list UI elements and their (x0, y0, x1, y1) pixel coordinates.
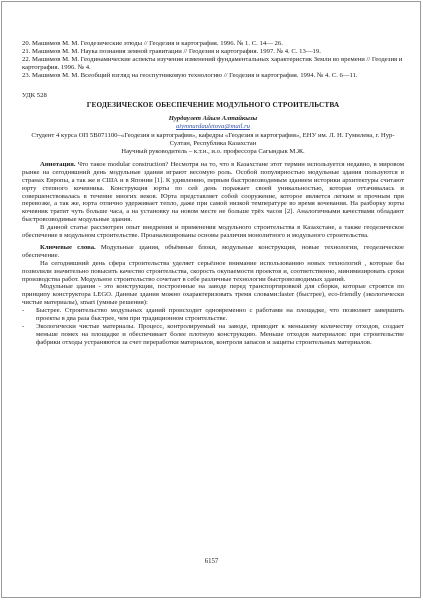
body-paragraph: На сегодняшний день сфера строительства уделяет серьёзное внимание использованию новых технологий , которые бы позволили значительно повысить качество строительства, скорость окупаемости проектов и, соответственно, минимизировать сроки производства работ. Модульное строительство сочетает в себе различные технологии быстровозводимых зданий. (22, 259, 404, 283)
abstract-paragraph-2: В данной статье рассмотрен опыт внедрения и применения модульного строительства в Казахстане, а также геодезическое обеспечение в модульном строительстве. Проанализированы основы различия монолитного и модульного строительства. (22, 224, 404, 240)
keywords-text: Модульные здания, объёмные блоки, модульные конструкции, новые технологии, геодезическое обеспечение. (22, 243, 404, 259)
feature-list (22, 307, 404, 347)
reference-item: 22. Машимов М. М. Геодинамические аспекты изучения изменений фундаментальных характеристик Земли во времени // Геодезия и картография. 1996. № 4. (22, 55, 403, 71)
bullet-dash: - (22, 323, 25, 330)
keywords-paragraph (22, 244, 404, 260)
udk-code: УДК 528 (22, 91, 47, 99)
abstract-paragraph (22, 161, 404, 224)
bullet-dash: - (22, 307, 25, 315)
body-paragraph: Модульные здания - это конструкции, построенные на заводе перед транспортировкой для сборки, которые строятся по принципу конструктора LEGO. Данные здания можно охарактеризовать тремя словами:faster (быстрее), eco-friendly (экологически чистые материалы), smart (умные решения): (22, 283, 404, 307)
author-name: Нурдаулет Айым Алтайкызы (168, 115, 258, 123)
reference-item: 21. Машимов М. М. Наука познания земной гравитации // Геодезия и картография. 1997. № 4. С. 13—19. (22, 47, 321, 55)
list-item (22, 307, 404, 323)
list-item (22, 323, 404, 347)
document-body (22, 40, 404, 347)
abstract-label: Аннотация. (40, 160, 76, 168)
list-item-text: Экологически чистые материалы. Процесс, контролируемый на заводе, приводит к меньшему количеству отходов, создает меньше помех на площадке и обеспечивает более плотную конструкцию. Меньше отходов материалов: при строительстве фабрики отходы устраняются за счет переработки материалов, контроля запасов и защиты строительных материалов. (36, 323, 404, 346)
author-affiliation: Студент 4 курса ОП 5В071100–«Геодезия и картография», кафедры «Геодезия и картография», ЕНУ им. Л. Н. Гумилева, г. Нур-Султан, Республика Казахстан (31, 132, 395, 148)
scientific-adviser: Научный руководитель – к.т.н., и.о. профессора Сагындык М.Ж. (121, 147, 305, 155)
author-email-link[interactable]: aiymnurdauletova@mail.ru (175, 123, 251, 131)
reference-list (22, 40, 404, 80)
article-title: ГЕОДЕЗИЧЕСКОЕ ОБЕСПЕЧЕНИЕ МОДУЛЬНОГО СТРОИТЕЛЬСТВА (86, 100, 340, 110)
page-number: 6157 (204, 558, 219, 565)
list-item-text: Быстрее. Строительство модульных зданий происходит одновременно с работами на площадке, что позволяет завершить проекты в два раза быстрее, чем при традиционном строительстве. (36, 307, 404, 323)
reference-item: 20. Машимов М. М. Геодезические этюды // Геодезия и картография. 1996. № 1. С. 14— 26. (22, 40, 283, 47)
keywords-label: Ключевые слова. (40, 243, 96, 251)
reference-item: 23. Машимов М. М. Всеобщий взгляд на геоспутниковую технологию // Геодезия и картография. 1994. № 4. С. 6—11. (22, 71, 358, 79)
abstract-text: Что такое modular construction? Несмотря на то, что в Казахстане этот термин используется недавно, в мировом рынке на сегодняшний день модульные здания играют весомую роль. Особой популярностью модульные здания пользуются в странах Европы, а так же в США и в Японии [1]. К удивлению, первым быстровозводимым зданием историки архитектуры считают юрту степного кочевника. Конструкция юрты по сей день поражает своей уникальностью, которая оттачивалась и совершенствовалась в течение многих веков. Юрта представляет собой сооружение, которое является легким и прочным при перевозке, а так же, юрта отлично удерживает тепло, даже при самой низкой температуре во время кочевания. На разборку юрты кочевник тратит чуть больше часа, а на установку на новом месте не больше трёх часов [2]. Аналогичными качествами обладают быстровозводимые модульные здания. (22, 160, 404, 224)
